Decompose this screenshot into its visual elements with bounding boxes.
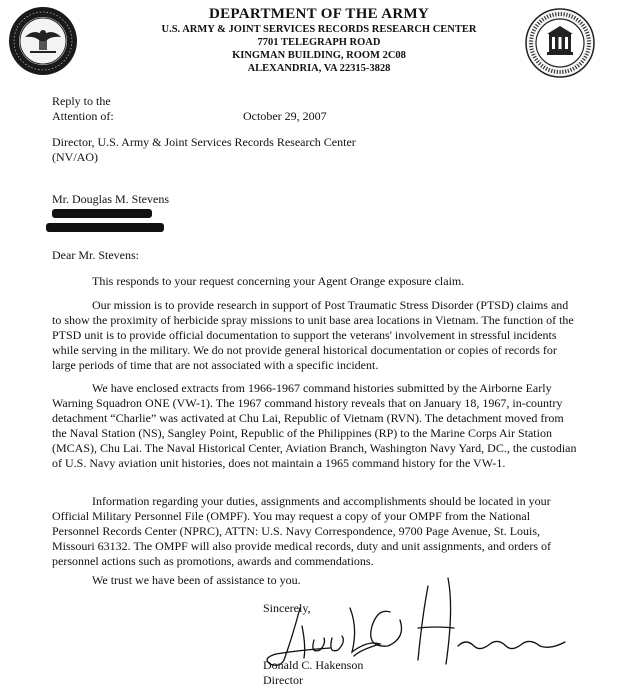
sender-line: Director, U.S. Army & Joint Services Records Research Center: [52, 135, 356, 149]
letterhead: [0, 6, 630, 75]
letterhead-line: ALEXANDRIA, VA 22315-3828: [247, 63, 391, 74]
signatory-title: Director: [263, 673, 303, 687]
letterhead-line: U.S. ARMY & JOINT SERVICES RECORDS RESEARCH CENTER: [161, 24, 477, 35]
redaction-bar: [46, 223, 164, 232]
body-paragraph: We trust we have been of assistance to you.: [92, 573, 301, 587]
redaction-bar: [52, 209, 152, 218]
letterhead-line: KINGMAN BUILDING, ROOM 2C08: [232, 50, 406, 61]
sender-block: [52, 135, 356, 165]
letter-date: October 29, 2007: [243, 109, 327, 123]
body-paragraph: This responds to your request concerning your Agent Orange exposure claim.: [92, 274, 465, 288]
reply-to-label: [52, 94, 114, 124]
recipient-name: Mr. Douglas M. Stevens: [52, 192, 169, 206]
reply-to-line: Reply to the: [52, 94, 111, 108]
signatory-block: [263, 658, 363, 688]
salutation: Dear Mr. Stevens:: [52, 248, 139, 262]
letterhead-line: 7701 TELEGRAPH ROAD: [257, 37, 381, 48]
body-paragraph: Information regarding your duties, assignments and accomplishments should be located in your Official Military Personnel File (OMPF). You may request a copy of your OMPF from the National Personnel Records Center (NPRC), ATTN: U.S. Navy Correspondence, 9700 Page Avenue, St. Louis, Missouri 63132. The OMPF will also provide medical records, duty and unit assignments, and orders of personnel actions such as promotions, awards and commendations.: [52, 494, 552, 568]
body-paragraph: Our mission is to provide research in support of Post Traumatic Stress Disorder (PTSD) claims and to show the proximity of herbicide spray missions to unit base area locations in Vietnam. The function of the PTSD unit is to provide official documentation to support the veterans' involvement in stressful incidents while serving in the military. We do not provide general historical documentation or copies of records for large periods of time that are not associated with a specific incident.: [52, 298, 574, 372]
signatory-name: Donald C. Hakenson: [263, 658, 364, 672]
body-paragraph: We have enclosed extracts from 1966-1967 command histories submitted by the Airborne Early Warning Squadron ONE (VW-1). The 1967 command history reveals that on January 18, 1967, in-country detachment “Charlie” was activated at Chu Lai, Republic of Vietnam (RVN). The detachment moved from the Naval Station (NS), Sangley Point, Republic of the Philippines (RP) to the Marine Corps Air Station (MCAS), Chu Lai. The Naval Historical Center, Aviation Branch, Washington Navy Yard, DC., the custodian of U.S. Navy aviation unit histories, does not maintain a 1965 command history for the VW-1.: [52, 381, 577, 470]
sender-line: (NV/AO): [52, 150, 98, 164]
letterhead-title: DEPARTMENT OF THE ARMY: [208, 6, 430, 22]
reply-to-line: Attention of:: [52, 109, 114, 123]
closing: Sincerely,: [263, 601, 311, 615]
